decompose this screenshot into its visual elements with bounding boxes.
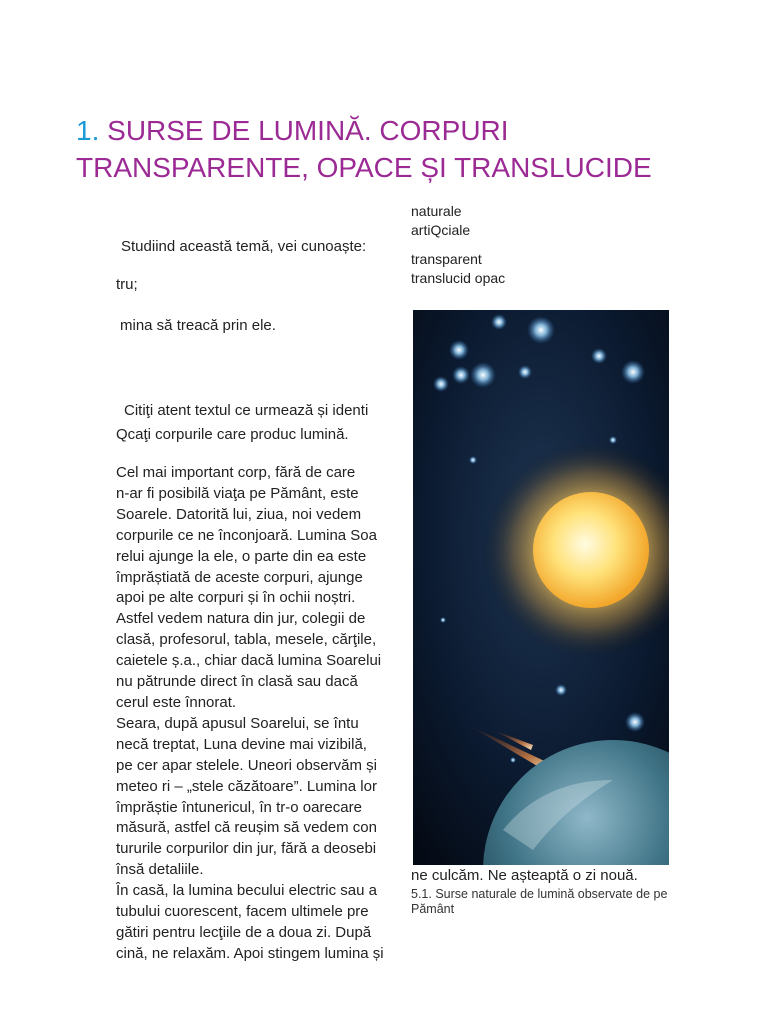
space-illustration [413, 310, 669, 865]
text-line: corpurile ce ne înconjoară. Lumina Soa [116, 526, 377, 544]
text-line: însă detaliile. [116, 861, 204, 879]
text-line: n-ar fi posibilă viaţa pe Pământ, este [116, 484, 359, 502]
text-line: relui ajunge la ele, o parte din ea este [116, 547, 367, 565]
text-line: Astfel vedem natura din jur, colegii de [116, 610, 366, 628]
intro-line-1: Studiind această temă, vei cunoaște: [121, 238, 367, 255]
text-line: nu pătrunde direct în clasă sau dacă [116, 673, 358, 691]
figure-caption-line2: Pământ [411, 902, 455, 916]
star [452, 366, 470, 384]
keyword-translucid-opac: translucid opac [411, 270, 506, 286]
text-line: În casă, la lumina becului electric sau a [116, 882, 377, 900]
star [440, 617, 446, 623]
figure-text-continuation: ne culcăm. Ne așteaptă o zi nouă. [411, 867, 638, 884]
figure-caption-line1: 5.1. Surse naturale de lumină observate de pe [411, 887, 668, 901]
text-line: Seara, după apusul Soarelui, se întu [116, 714, 359, 732]
text-line: împrăștie întunericul, în tr-o oarecare [116, 798, 362, 816]
star [470, 362, 496, 388]
star [625, 712, 645, 732]
sun [533, 492, 649, 608]
star [621, 360, 645, 384]
text-line: apoi pe alte corpuri și în ochii noștri. [116, 589, 356, 607]
text-line: cerul este înnorat. [116, 693, 237, 711]
star [510, 757, 516, 763]
lesson-title [76, 112, 736, 186]
text-line: cină, ne relaxăm. Apoi stingem lumina și [116, 944, 384, 962]
star [555, 684, 567, 696]
text-line: necă treptat, Luna devine mai vizibilă, [116, 735, 367, 753]
text-line: gătiri pentru lecţiile de a doua zi. După [116, 923, 372, 941]
keywords-box [411, 202, 611, 288]
text-line: măsură, astfel că reușim să vedem con [116, 819, 377, 837]
text-line: împrăștiată de aceste corpuri, ajunge [116, 568, 363, 586]
star [518, 365, 532, 379]
lesson-title-line2: TRANSPARENTE, OPACE ȘI TRANSLUCIDE [76, 152, 652, 183]
figure-caption [411, 887, 711, 917]
text-line: tubului cuorescent, facem ultimele pre [116, 903, 369, 921]
text-line: clasă, profesorul, tabla, mesele, cărţile, [116, 631, 377, 649]
intro-line-3: mina să treacă prin ele. [120, 317, 276, 334]
keyword-transparent: transparent [411, 251, 482, 267]
main-text-column [116, 463, 412, 965]
text-line: meteo ri – „stele căzătoare”. Lumina lor [116, 777, 377, 795]
text-line: Soarele. Datorită lui, ziua, noi vedem [116, 505, 362, 523]
star [449, 340, 469, 360]
star [491, 314, 507, 330]
text-line: tururile corpurilor din jur, fără a deosebi [116, 840, 377, 858]
star [469, 456, 477, 464]
star [433, 376, 449, 392]
task-line-1: Citiţi atent textul ce urmează și identi [124, 402, 369, 419]
keyword-naturale: naturale [411, 203, 462, 219]
text-line: caietele ș.a., chiar dacă lumina Soarelui [116, 652, 382, 670]
star [609, 436, 617, 444]
lesson-number: 1. [76, 115, 100, 146]
lesson-title-line1: SURSE DE LUMINĂ. CORPURI [107, 115, 509, 146]
task-line-2: Qcaţi corpurile care produc lumină. [116, 426, 349, 443]
star [527, 316, 555, 344]
keyword-artificiale: artiQciale [411, 222, 471, 238]
text-line: Cel mai important corp, fără de care [116, 464, 356, 481]
intro-line-2: tru; [116, 276, 138, 293]
star [591, 348, 607, 364]
text-line: pe cer apar stelele. Uneori observăm și [116, 756, 377, 774]
